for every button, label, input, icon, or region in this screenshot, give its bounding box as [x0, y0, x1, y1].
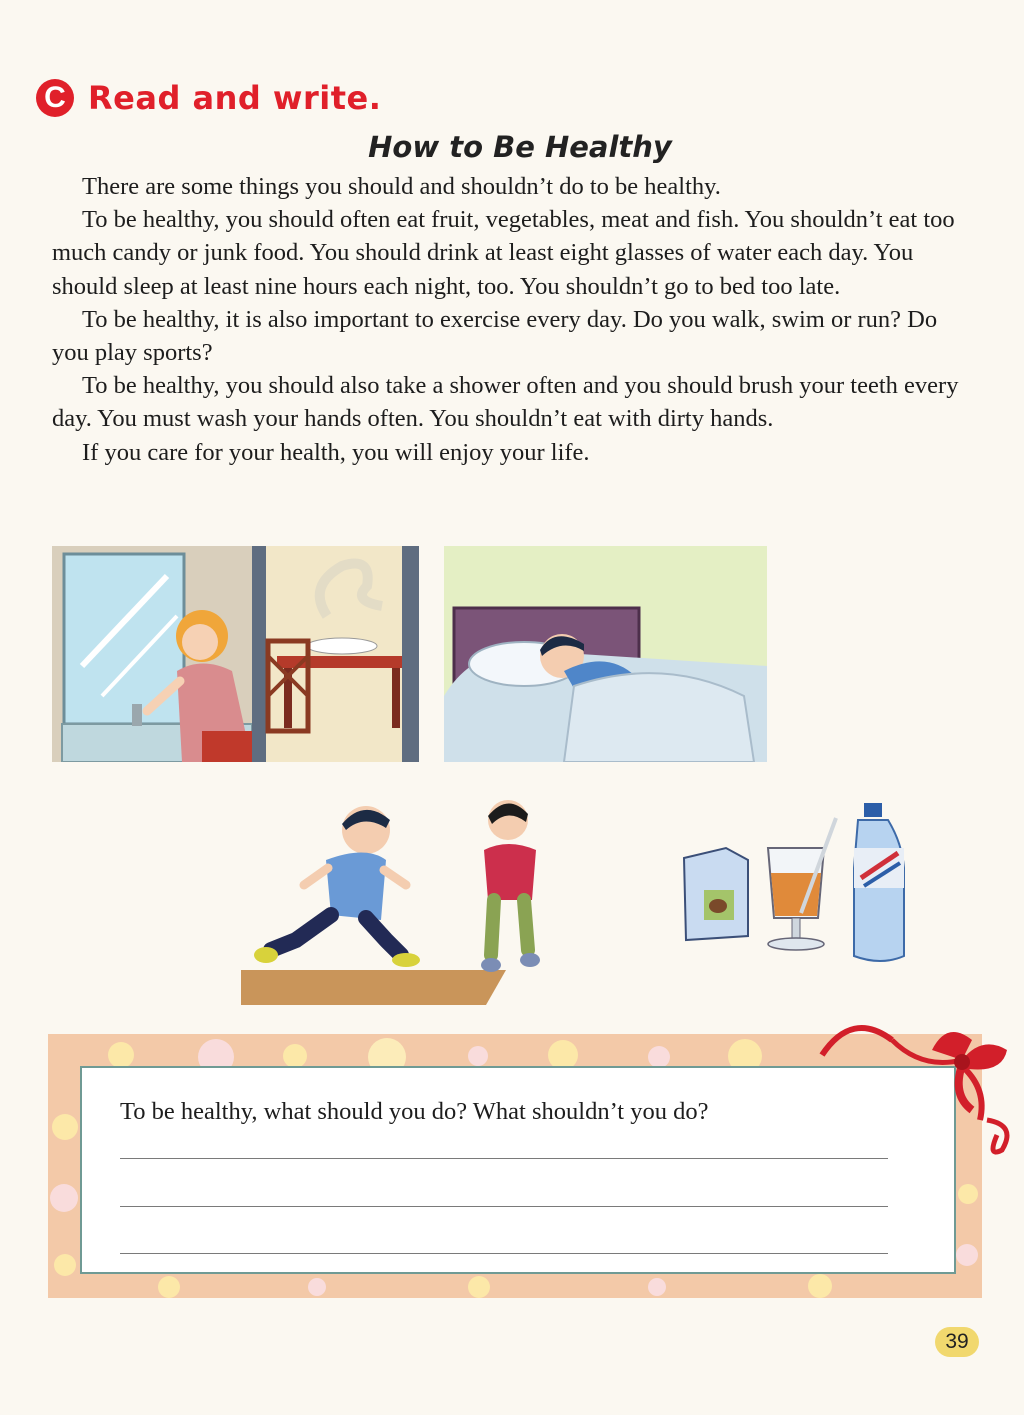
paragraph: To be healthy, you should often eat fruit, vegetables, meat and fish. You shouldn’t eat too much candy or junk food. You should drink at least eight glasses of water each day. You should sleep at least nine hours each night, too. You shouldn’t go to bed too late. [52, 206, 955, 300]
sleeping-illustration [444, 546, 767, 762]
section-header [36, 78, 381, 118]
drinks-illustration [676, 798, 916, 968]
handwashing-and-meal-illustration [52, 546, 419, 762]
paragraph: To be healthy, you should also take a shower often and you should brush your teeth every day. You must wash your hands often. You shouldn’t eat with dirty hands. [52, 372, 959, 433]
section-title: Read and write. [88, 79, 382, 117]
paragraph: There are some things you should and shouldn’t do to be healthy. [82, 173, 721, 200]
exercise-illustration [236, 790, 596, 1005]
story-title: How to Be Healthy [368, 130, 672, 164]
ribbon-bow-icon [812, 1010, 1022, 1160]
section-badge: C [36, 79, 74, 117]
paragraph: To be healthy, it is also important to exercise every day. Do you walk, swim or run? Do you play sports? [52, 305, 938, 367]
paragraph: If you care for your health, you will enjoy your life. [82, 438, 590, 466]
writing-prompt: To be healthy, what should you do? What shouldn’t you do? [120, 1098, 709, 1125]
answer-line[interactable] [120, 1158, 888, 1159]
answer-line[interactable] [120, 1206, 888, 1207]
page-number: 39 [935, 1327, 979, 1357]
answer-line[interactable] [120, 1253, 888, 1254]
reading-passage [52, 170, 972, 469]
